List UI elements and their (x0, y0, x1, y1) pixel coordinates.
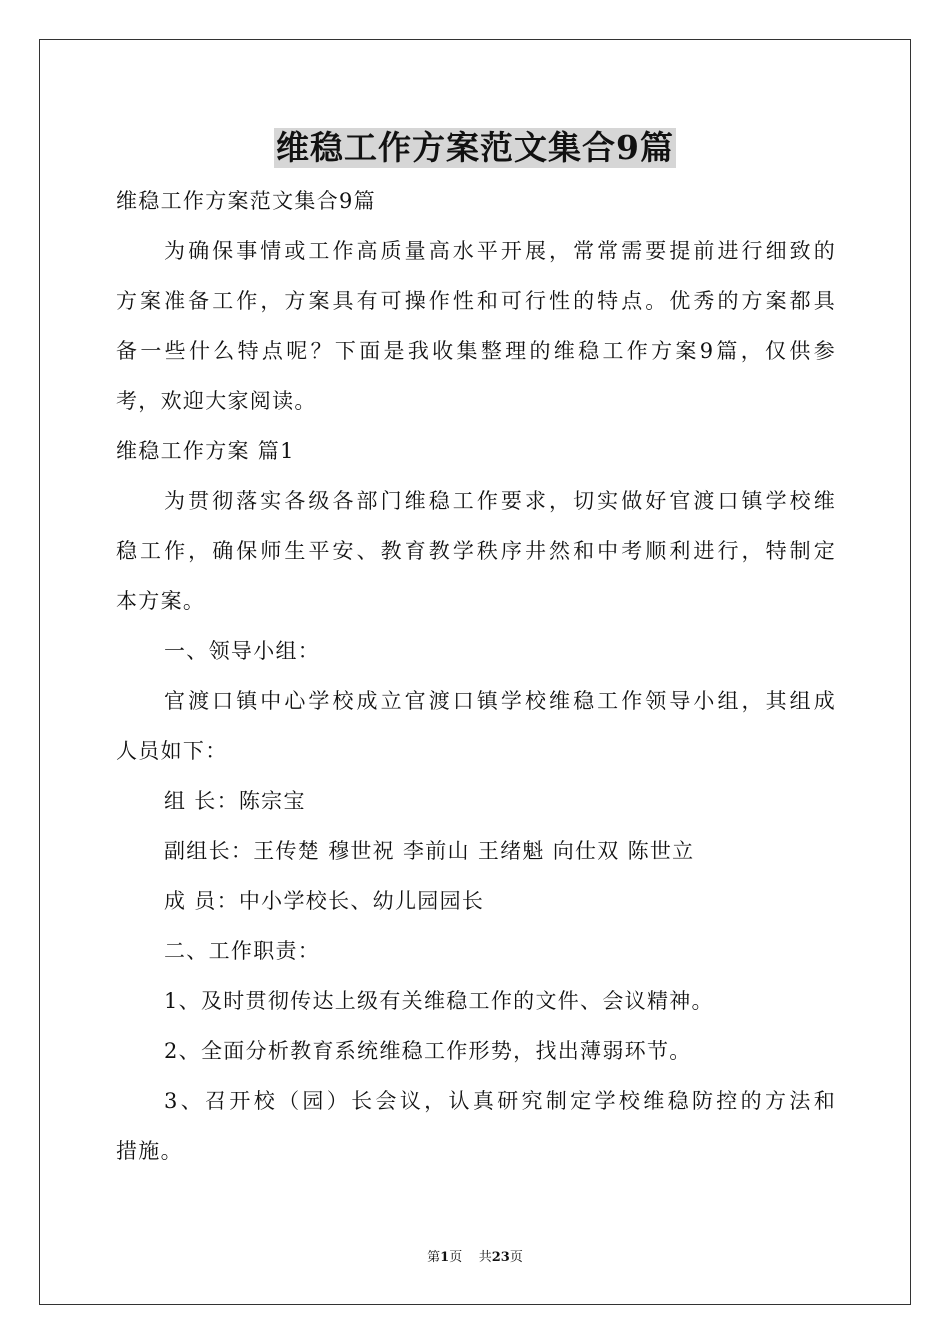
footer-prefix: 第 (427, 1250, 441, 1265)
paragraph-line: 2、全面分析教育系统维稳工作形势，找出薄弱环节。 (164, 1039, 692, 1063)
paragraph-line: 一、领导小组： (164, 639, 321, 663)
paragraph-line: 方案准备工作，方案具有可操作性和可行性的特点。优秀的方案都具 (116, 289, 836, 313)
total-pages-number: 23 (491, 1250, 510, 1265)
paragraph-line: 1、及时贯彻传达上级有关维稳工作的文件、会议精神。 (164, 989, 714, 1013)
current-page-number: 1 (440, 1250, 450, 1265)
paragraph-line: 备一些什么特点呢？下面是我收集整理的维稳工作方案9篇，仅供参 (116, 339, 836, 363)
paragraph-line: 人员如下： (116, 739, 228, 763)
paragraph-line: 组 长：陈宗宝 (164, 789, 306, 813)
title-wrap (0, 128, 950, 168)
paragraph-line: 为贯彻落实各级各部门维稳工作要求，切实做好官渡口镇学校维 (164, 489, 836, 513)
paragraph-line: 考，欢迎大家阅读。 (116, 389, 317, 413)
footer-middle: 页 共 (449, 1250, 492, 1265)
page-footer (0, 1246, 950, 1265)
paragraph-line: 官渡口镇中心学校成立官渡口镇学校维稳工作领导小组，其组成 (164, 689, 836, 713)
subtitle-line: 维稳工作方案范文集合9篇 (116, 189, 376, 213)
document-body (116, 176, 836, 1176)
footer-suffix: 页 (509, 1250, 523, 1265)
paragraph-line: 副组长：王传楚 穆世祝 李前山 王绪魁 向仕双 陈世立 (164, 839, 695, 863)
paragraph-line: 二、工作职责： (164, 939, 321, 963)
paragraph-line: 稳工作，确保师生平安、教育教学秩序井然和中考顺利进行，特制定 (116, 539, 836, 563)
paragraph-line: 为确保事情或工作高质量高水平开展，常常需要提前进行细致的 (164, 239, 836, 263)
section-heading: 维稳工作方案 篇1 (116, 439, 295, 463)
paragraph-line: 3、召开校（园）长会议，认真研究制定学校维稳防控的方法和 (164, 1089, 836, 1113)
paragraph-line: 措施。 (116, 1139, 183, 1163)
paragraph-line: 成 员：中小学校长、幼儿园园长 (164, 889, 485, 913)
paragraph-line: 本方案。 (116, 589, 206, 613)
document-title: 维稳工作方案范文集合9篇 (276, 128, 674, 167)
